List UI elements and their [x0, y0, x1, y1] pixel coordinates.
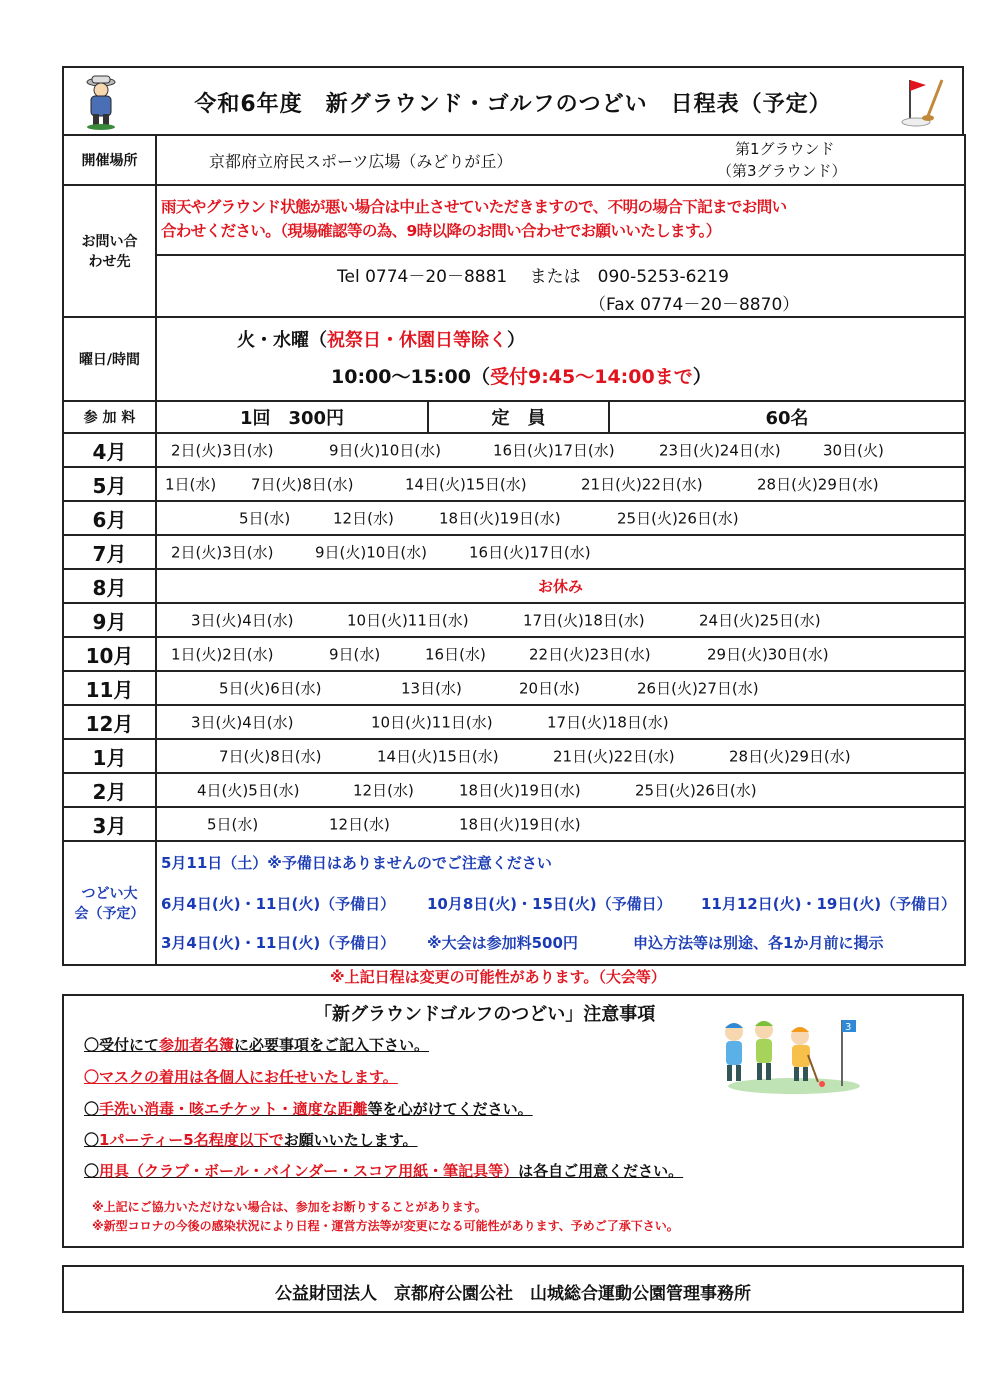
- table-row: [63, 501, 965, 535]
- date-item: 5日(火)6日(水): [219, 679, 322, 698]
- month-dates: [156, 535, 965, 569]
- date-item: 10日(火)11日(水): [371, 713, 493, 732]
- contact-tel: Tel 0774－20－8881 または 090-5253-6219: [337, 267, 729, 287]
- days-close: ）: [507, 330, 525, 351]
- date-item: 2日(火)3日(水): [171, 441, 274, 460]
- venue-ground1: 第1グラウンド: [735, 140, 835, 158]
- date-item: 28日(火)29日(水): [729, 747, 851, 766]
- date-item: 12日(水): [353, 781, 414, 800]
- note-item: [84, 1160, 683, 1181]
- month-dates: [156, 739, 965, 773]
- note-text: 〇: [84, 1162, 100, 1180]
- date-item: 16日(火)17日(水): [493, 441, 615, 460]
- date-item: 9日(火)10日(水): [329, 441, 442, 460]
- date-item: 17日(火)18日(水): [547, 713, 669, 732]
- table-row: [63, 807, 965, 841]
- contact-notice-cell: [156, 185, 965, 255]
- flag-number: 3: [845, 1022, 852, 1033]
- month-label: 5月: [63, 467, 156, 501]
- venue-name: 京都府立府民スポーツ広場（みどりが丘）: [209, 152, 513, 171]
- table-row: [63, 467, 965, 501]
- date-item: 5日(水): [239, 509, 291, 528]
- date-item: 13日(水): [401, 679, 462, 698]
- note-emphasis: 1パーティー5名程度以下で: [99, 1131, 284, 1149]
- footer-box: [62, 1265, 964, 1313]
- date-item: 3日(火)4日(水): [191, 611, 294, 630]
- month-dates: [156, 807, 965, 841]
- schedule-time-cell: [156, 317, 965, 401]
- month-label: 9月: [63, 603, 156, 637]
- month-dates: [156, 603, 965, 637]
- month-dates: [156, 705, 965, 739]
- date-item: 21日(火)22日(水): [553, 747, 675, 766]
- month-label: 8月: [63, 569, 156, 603]
- month-dates: [156, 671, 965, 705]
- note-text: 等を心がけてください。: [367, 1100, 533, 1118]
- month-label: 6月: [63, 501, 156, 535]
- table-row: [63, 773, 965, 807]
- note-text: 〇: [84, 1131, 100, 1149]
- note-item: [84, 1129, 418, 1150]
- note-small-1: ※上記にご協力いただけない場合は、参加をお断りすることがあります。: [92, 1200, 487, 1214]
- date-item: 9日(火)10日(水): [315, 543, 428, 562]
- date-item: 22日(火)23日(水): [529, 645, 651, 664]
- date-item: 24日(火)25日(水): [699, 611, 821, 630]
- date-item: 17日(火)18日(水): [523, 611, 645, 630]
- contact-fax: （Fax 0774－20－8870）: [589, 295, 800, 315]
- month-label: 3月: [63, 807, 156, 841]
- date-item: 25日(火)26日(水): [635, 781, 757, 800]
- schedule-days: [237, 326, 525, 352]
- holiday-label: お休み: [538, 577, 584, 596]
- date-item: 10日(火)11日(水): [347, 611, 469, 630]
- note-text: 〇: [84, 1100, 100, 1118]
- date-item: 26日(火)27日(水): [637, 679, 759, 698]
- note-item: 〇マスクの着用は各個人にお任せいたします。: [84, 1068, 398, 1086]
- title-box: [62, 66, 964, 136]
- date-item: 18日(火)19日(水): [459, 815, 581, 834]
- month-label: 10月: [63, 637, 156, 671]
- tournament-line3-a: 3月4日(火)・11日(火)（予備日）: [161, 934, 396, 952]
- contact-notice-line1: 雨天やグラウンド状態が悪い場合は中止させていただきますので、不明の場合下記までお問い: [161, 198, 787, 216]
- venue-ground3: （第3グラウンド）: [717, 162, 847, 180]
- schedule-table: [62, 134, 966, 966]
- note-text: お願いいたします。: [283, 1131, 418, 1149]
- note-small-2: ※新型コロナの今後の感染状況により日程・運営方法等が変更になる可能性があります、予めご了承下さい。: [92, 1219, 679, 1233]
- table-row: [63, 535, 965, 569]
- date-item: 1日(火)2日(水): [171, 645, 274, 664]
- date-item: 14日(火)15日(水): [405, 475, 527, 494]
- tournament-line1: 5月11日（土）※予備日はありませんのでご注意ください: [161, 854, 552, 872]
- note-text: 〇受付にて: [84, 1036, 160, 1054]
- date-item: 7日(火)8日(水): [251, 475, 354, 494]
- contact-label-line2: わせ先: [88, 254, 131, 270]
- date-item: 20日(水): [519, 679, 580, 698]
- date-item: 3日(火)4日(水): [191, 713, 294, 732]
- date-item: 7日(火)8日(水): [219, 747, 322, 766]
- contact-label: [63, 185, 156, 317]
- date-item: 18日(火)19日(水): [439, 509, 561, 528]
- date-item: 30日(火): [823, 441, 884, 460]
- table-row: [63, 637, 965, 671]
- contact-notice-line2: 合わせください。（現場確認等の為、9時以降のお問い合わせでお願いいたします。）: [161, 222, 721, 240]
- date-item: 14日(火)15日(水): [377, 747, 499, 766]
- date-item: 12日(水): [329, 815, 390, 834]
- date-item: 2日(火)3日(水): [171, 543, 274, 562]
- month-dates: [156, 467, 965, 501]
- date-item: 18日(火)19日(水): [459, 781, 581, 800]
- time-reception: 受付9:45～14:00まで: [489, 366, 693, 388]
- month-dates: [156, 773, 965, 807]
- month-dates: [156, 569, 965, 603]
- tournament-line3-b: ※大会は参加料500円: [427, 934, 578, 952]
- date-item: 1日(水): [165, 475, 217, 494]
- note-emphasis: 手洗い消毒・咳エチケット・適度な距離: [99, 1100, 368, 1118]
- golf-flag-illustration-icon: [898, 74, 948, 130]
- fee-value: 1回 300円: [156, 401, 428, 433]
- month-label: 4月: [63, 433, 156, 467]
- footer-organization: 公益財団法人 京都府公園公社 山城総合運動公園管理事務所: [275, 1284, 751, 1304]
- tournament-label-line1: つどい大: [81, 886, 138, 902]
- month-label: 11月: [63, 671, 156, 705]
- date-item: 28日(火)29日(水): [757, 475, 879, 494]
- note-text: は各自ご用意ください。: [518, 1162, 684, 1180]
- tournament-line2-c: 11月12日(火)・19日(火)（予備日）: [701, 895, 957, 913]
- date-item: 16日(水): [425, 645, 486, 664]
- page-title: 令和6年度 新グラウンド・ゴルフのつどい 日程表（予定）: [194, 92, 832, 117]
- month-label: 7月: [63, 535, 156, 569]
- note-emphasis: 用具（クラブ・ボール・バインダー・スコア用紙・筆記具等）: [99, 1162, 519, 1180]
- schedule-time-label: 曜日/時間: [63, 317, 156, 401]
- table-row: [63, 569, 965, 603]
- date-item: 9日(水): [329, 645, 381, 664]
- time-text: 10:00～15:00（: [331, 366, 490, 388]
- month-label: 1月: [63, 739, 156, 773]
- month-label: 12月: [63, 705, 156, 739]
- note-item: [84, 1098, 533, 1119]
- date-item: 23日(火)24日(水): [659, 441, 781, 460]
- table-row: [63, 705, 965, 739]
- month-dates: [156, 637, 965, 671]
- time-close: ）: [692, 366, 712, 388]
- table-row: [63, 433, 965, 467]
- month-dates: [156, 501, 965, 535]
- month-dates: [156, 433, 965, 467]
- table-row: [63, 603, 965, 637]
- date-item: 4日(火)5日(水): [197, 781, 300, 800]
- note-item: [84, 1034, 429, 1055]
- capacity-label: 定 員: [428, 401, 609, 433]
- players-illustration-icon: [714, 1010, 862, 1096]
- capacity-value: 60名: [609, 401, 965, 433]
- tournament-line2-b: 10月8日(火)・15日(火)（予備日）: [427, 895, 672, 913]
- table-row: [63, 739, 965, 773]
- tournament-cell: [156, 841, 965, 965]
- tournament-label: [63, 841, 156, 965]
- days-text: 火・水曜（: [237, 330, 327, 351]
- change-note: ※上記日程は変更の可能性があります。（大会等）: [330, 968, 666, 986]
- notes-box: [62, 994, 964, 1248]
- contact-label-line1: お問い合: [81, 234, 138, 250]
- date-item: 21日(火)22日(水): [581, 475, 703, 494]
- month-label: 2月: [63, 773, 156, 807]
- schedule-time: [331, 362, 712, 389]
- table-row: [63, 671, 965, 705]
- tournament-label-line2: 会（予定）: [74, 906, 145, 922]
- tournament-line2-a: 6月4日(火)・11日(火)（予備日）: [161, 895, 396, 913]
- fee-label: 参 加 料: [63, 401, 156, 433]
- date-item: 5日(水): [207, 815, 259, 834]
- contact-phone-cell: [156, 255, 965, 317]
- days-exception: 祝祭日・休園日等除く: [327, 330, 507, 351]
- date-item: 25日(火)26日(水): [617, 509, 739, 528]
- venue-cell: [156, 135, 965, 185]
- date-item: 12日(水): [333, 509, 394, 528]
- venue-label: 開催場所: [63, 135, 156, 185]
- note-text: に必要事項をご記入下さい。: [234, 1036, 430, 1054]
- date-item: 16日(火)17日(水): [469, 543, 591, 562]
- note-emphasis: 参加者名簿: [159, 1036, 235, 1054]
- date-item: 29日(火)30日(水): [707, 645, 829, 664]
- notes-title: 「新グラウンドゴルフのつどい」注意事項: [314, 1004, 656, 1025]
- tournament-line3-c: 申込方法等は別途、各1か月前に掲示: [633, 934, 884, 952]
